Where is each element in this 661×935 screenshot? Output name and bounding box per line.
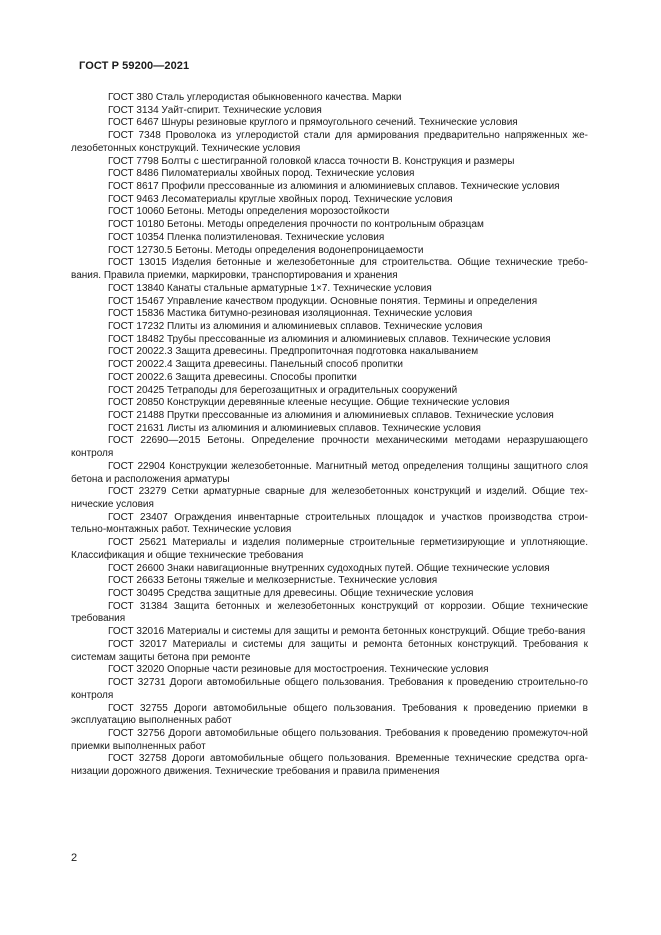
reference-entry: ГОСТ 15836 Мастика битумно-резиновая изоляционная. Технические условия <box>108 308 473 320</box>
reference-entry: ГОСТ 22690—2015 Бетоны. Определение прочности механическими методами неразрушающего контроля <box>71 435 588 460</box>
reference-entry: ГОСТ 13015 Изделия бетонные и железобетонные для строительства. Общие технические требо-вания. Правила приемки, маркировки, транспортирования и хранения <box>71 257 588 282</box>
reference-entry: ГОСТ 12730.5 Бетоны. Методы определения водонепроницаемости <box>108 244 424 256</box>
reference-entry: ГОСТ 31384 Защита бетонных и железобетонных конструкций от коррозии. Общие технические требования <box>71 600 588 625</box>
reference-entry: ГОСТ 32758 Дороги автомобильные общего пользования. Временные технические средства орга-низации дорожного движения. Технические требования и правила применения <box>71 753 588 778</box>
reference-entry: ГОСТ 20022.3 Защита древесины. Предпропиточная подготовка накалыванием <box>108 346 479 358</box>
reference-entry: ГОСТ 32756 Дороги автомобильные общего пользования. Требования к проведению промежуточ-ной приемки выполненных работ <box>71 727 588 752</box>
reference-entry: ГОСТ 26600 Знаки навигационные внутренних судоходных путей. Общие технические условия <box>108 562 550 574</box>
reference-entry: ГОСТ 7348 Проволока из углеродистой стали для армирования предварительно напряженных же-лезобетонных конструкций. Технические условия <box>71 130 588 154</box>
reference-entry: ГОСТ 32016 Материалы и системы для защиты и ремонта бетонных конструкций. Общие требо-вания <box>108 626 586 638</box>
reference-entry: ГОСТ 25621 Материалы и изделия полимерные строительные герметизирующие и уплотняющие. Классификация и общие технические требования <box>71 537 588 561</box>
reference-entry: ГОСТ 3134 Уайт-спирит. Технические условия <box>108 104 322 116</box>
reference-entry: ГОСТ 20425 Тетраподы для берегозащитных и оградительных сооружений <box>108 384 458 396</box>
reference-entry: ГОСТ 8486 Пиломатериалы хвойных пород. Технические условия <box>108 168 415 180</box>
reference-entry: ГОСТ 17232 Плиты из алюминия и алюминиевых сплавов. Технические условия <box>108 320 483 332</box>
reference-entry: ГОСТ 20850 Конструкции деревянные клееные несущие. Общие технические условия <box>108 397 510 409</box>
reference-entry: ГОСТ 18482 Трубы прессованные из алюминия и алюминиевых сплавов. Технические условия <box>108 333 551 345</box>
reference-entry: ГОСТ 10354 Пленка полиэтиленовая. Технические условия <box>108 231 385 243</box>
document-header: ГОСТ Р 59200—2021 <box>79 60 190 72</box>
reference-entry: ГОСТ 8617 Профили прессованные из алюминия и алюминиевых сплавов. Технические условия <box>108 181 560 193</box>
reference-entry: ГОСТ 13840 Канаты стальные арматурные 1×7. Технические условия <box>108 282 432 294</box>
reference-entry: ГОСТ 10180 Бетоны. Методы определения прочности по контрольным образцам <box>108 219 484 231</box>
reference-entry: ГОСТ 26633 Бетоны тяжелые и мелкозернистые. Технические условия <box>108 575 438 587</box>
page-number: 2 <box>71 852 78 864</box>
reference-entry: ГОСТ 32017 Материалы и системы для защиты и ремонта бетонных конструкций. Требования к системам защиты бетона при ремонте <box>71 638 588 663</box>
reference-entry: ГОСТ 30495 Средства защитные для древесины. Общие технические условия <box>108 588 474 600</box>
reference-entry: ГОСТ 6467 Шнуры резиновые круглого и прямоугольного сечений. Технические условия <box>108 117 518 129</box>
standards-reference-list <box>71 92 588 779</box>
reference-entry: ГОСТ 23279 Сетки арматурные сварные для железобетонных конструкций и изделий. Общие тех-нические условия <box>71 486 588 510</box>
reference-entry: ГОСТ 32731 Дороги автомобильные общего пользования. Требования к проведению строительно-го контроля <box>71 677 588 701</box>
reference-entry: ГОСТ 15467 Управление качеством продукции. Основные понятия. Термины и определения <box>108 295 538 307</box>
reference-entry: ГОСТ 7798 Болты с шестигранной головкой класса точности В. Конструкция и размеры <box>108 155 515 167</box>
reference-entry: ГОСТ 10060 Бетоны. Методы определения морозостойкости <box>108 206 390 218</box>
reference-entry: ГОСТ 20022.4 Защита древесины. Панельный способ пропитки <box>108 359 403 371</box>
reference-entry: ГОСТ 21631 Листы из алюминия и алюминиевых сплавов. Технические условия <box>108 422 481 434</box>
reference-entry: ГОСТ 32755 Дороги автомобильные общего пользования. Требования к проведению приемки в эксплуатацию выполненных работ <box>71 702 588 727</box>
reference-entry: ГОСТ 21488 Прутки прессованные из алюминия и алюминиевых сплавов. Технические условия <box>108 409 554 421</box>
reference-entry: ГОСТ 32020 Опорные части резиновые для мостостроения. Технические условия <box>108 664 489 676</box>
reference-entry: ГОСТ 23407 Ограждения инвентарные строительных площадок и участков производства строи-тельно-монтажных работ. Технические условия <box>71 511 588 536</box>
reference-entry: ГОСТ 20022.6 Защита древесины. Способы пропитки <box>108 371 357 383</box>
reference-entry: ГОСТ 22904 Конструкции железобетонные. Магнитный метод определения толщины защитного слоя бетона и расположения арматуры <box>71 460 588 485</box>
reference-entry: ГОСТ 9463 Лесоматериалы круглые хвойных пород. Технические условия <box>108 193 453 205</box>
reference-entry: ГОСТ 380 Сталь углеродистая обыкновенного качества. Марки <box>108 92 402 103</box>
